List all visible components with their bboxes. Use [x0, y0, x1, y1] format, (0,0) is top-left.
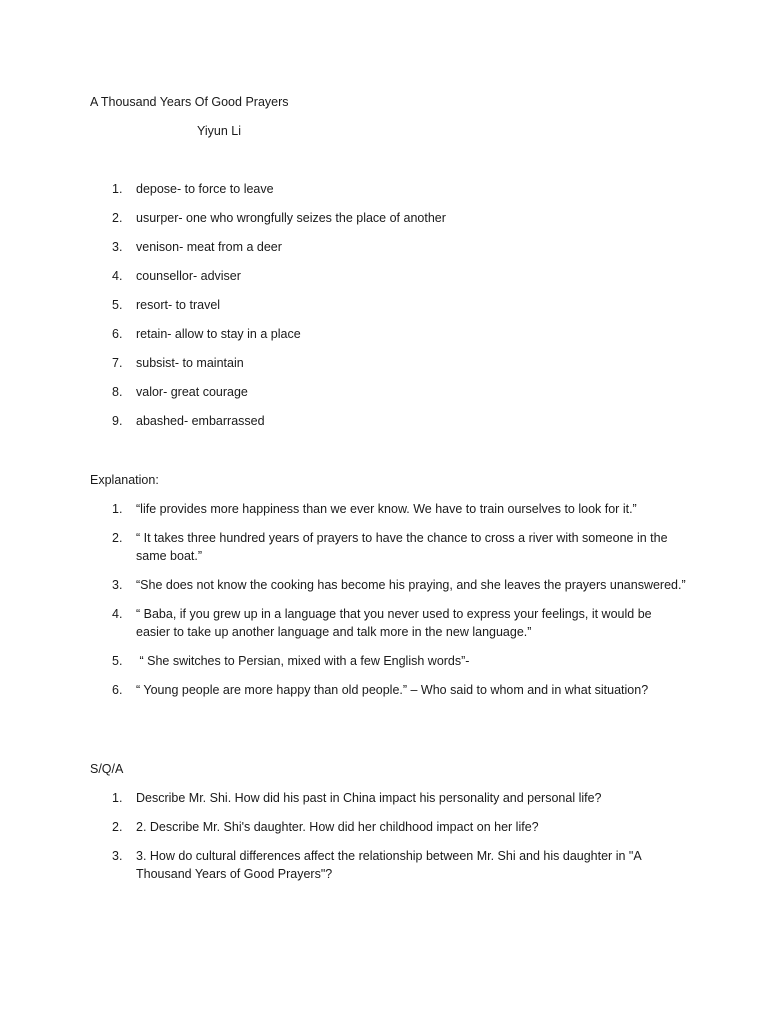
list-number: 7.: [112, 356, 123, 370]
list-text: “life provides more happiness than we ever know. We have to train ourselves to look for it.”: [136, 502, 637, 516]
list-item: [0, 296, 768, 314]
list-item: [0, 818, 768, 836]
sqa-heading: S/Q/A: [90, 762, 124, 776]
list-text: 2. Describe Mr. Shi's daughter. How did her childhood impact on her life?: [136, 820, 539, 834]
document-author: Yiyun Li: [197, 124, 242, 138]
document-title: A Thousand Years Of Good Prayers: [90, 95, 289, 109]
list-number: 2.: [112, 820, 123, 834]
list-number: 3.: [112, 240, 123, 254]
list-text: retain- allow to stay in a place: [136, 327, 301, 341]
list-text: Describe Mr. Shi. How did his past in China impact his personality and personal life?: [136, 791, 602, 805]
list-number: 1.: [112, 791, 123, 805]
list-item: [0, 789, 768, 807]
list-number: 6.: [112, 683, 123, 697]
list-text: resort- to travel: [136, 298, 221, 312]
list-number: 5.: [112, 654, 123, 668]
list-number: 3.: [112, 849, 123, 863]
list-item: [0, 238, 768, 256]
list-text: “She does not know the cooking has become his praying, and she leaves the prayers unanswered.”: [136, 578, 686, 592]
list-number: 2.: [112, 531, 123, 545]
list-item: [0, 267, 768, 285]
list-text: venison- meat from a deer: [136, 240, 282, 254]
list-item: [0, 847, 768, 883]
explanation-list: [0, 500, 768, 710]
list-number: 8.: [112, 385, 123, 399]
list-item: [0, 681, 768, 699]
list-text: valor- great courage: [136, 385, 248, 399]
list-text: “ Young people are more happy than old people.” – Who said to whom and in what situation?: [136, 683, 649, 697]
list-number: 6.: [112, 327, 123, 341]
list-text: usurper- one who wrongfully seizes the place of another: [136, 211, 446, 225]
list-item: [0, 325, 768, 343]
vocabulary-list: [0, 180, 768, 441]
list-item: [0, 576, 768, 594]
list-number: 5.: [112, 298, 123, 312]
list-text: “ It takes three hundred years of prayers to have the chance to cross a river with someone in the same boat.”: [136, 531, 668, 563]
list-item: [0, 412, 768, 430]
list-number: 9.: [112, 414, 123, 428]
list-number: 2.: [112, 211, 123, 225]
list-text: “ Baba, if you grew up in a language that you never used to express your feelings, it would be easier to take up another language and talk more in the new language.”: [136, 607, 652, 639]
list-item: [0, 354, 768, 372]
sqa-list: [0, 789, 768, 894]
list-item: [0, 529, 768, 565]
list-text: abashed- embarrassed: [136, 414, 265, 428]
list-number: 1.: [112, 502, 123, 516]
list-text: depose- to force to leave: [136, 182, 274, 196]
list-text: 3. How do cultural differences affect the relationship between Mr. Shi and his daughter in "A Thousand Years of Good Prayers"?: [136, 849, 641, 881]
list-number: 3.: [112, 578, 123, 592]
list-item: [0, 605, 768, 641]
explanation-heading: Explanation:: [90, 473, 159, 487]
list-text: “ She switches to Persian, mixed with a few English words”-: [136, 654, 470, 668]
list-number: 4.: [112, 607, 123, 621]
list-item: [0, 652, 768, 670]
list-text: subsist- to maintain: [136, 356, 244, 370]
list-text: counsellor- adviser: [136, 269, 241, 283]
list-item: [0, 209, 768, 227]
list-item: [0, 500, 768, 518]
list-item: [0, 383, 768, 401]
list-item: [0, 180, 768, 198]
list-number: 1.: [112, 182, 123, 196]
list-number: 4.: [112, 269, 123, 283]
